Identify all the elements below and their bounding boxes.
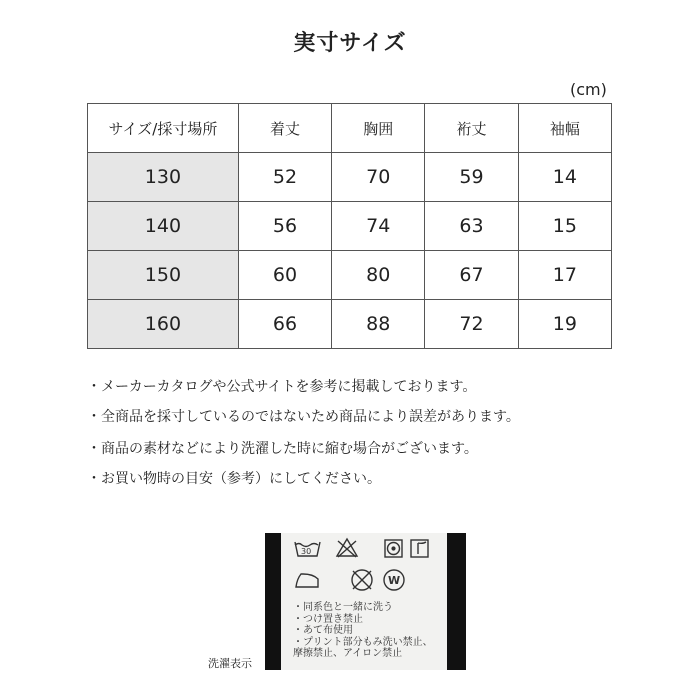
header-chest: 胸囲 <box>332 104 425 153</box>
header-size: サイズ/採寸場所 <box>88 104 239 153</box>
sleeve-length-cell: 59 <box>425 153 518 202</box>
chest-cell: 74 <box>332 202 425 251</box>
chest-cell: 70 <box>332 153 425 202</box>
sleeve-length-cell: 63 <box>425 202 518 251</box>
care-line: ・あて布使用 <box>293 625 353 636</box>
table-row <box>88 153 612 202</box>
care-line: 摩擦禁止、アイロン禁止 <box>293 648 403 659</box>
page-title: 実寸サイズ <box>293 31 407 56</box>
chest-cell: 80 <box>332 251 425 300</box>
care-label-caption: 洗濯表示 <box>208 657 252 670</box>
care-instructions <box>293 602 433 660</box>
size-table <box>87 103 612 349</box>
size-cell: 130 <box>88 153 239 202</box>
note-item: ・お買い物時の目安（参考）にしてください。 <box>87 471 381 487</box>
care-line: ・同系色と一緒に洗う <box>293 602 393 613</box>
tumble-dry-icon <box>385 540 402 557</box>
length-cell: 60 <box>238 251 331 300</box>
note-item: ・全商品を採寸しているのではないため商品により誤差があります。 <box>87 409 520 425</box>
wet-clean-icon <box>384 570 404 590</box>
table-header-row <box>88 104 612 153</box>
length-cell: 66 <box>238 300 331 349</box>
sleeve-width-cell: 17 <box>518 251 611 300</box>
wet-clean-letter: W <box>388 574 401 587</box>
table-row <box>88 300 612 349</box>
care-label-fabric <box>281 533 447 670</box>
no-bleach-icon <box>337 539 357 557</box>
size-cell: 140 <box>88 202 239 251</box>
size-cell: 160 <box>88 300 239 349</box>
sleeve-width-cell: 19 <box>518 300 611 349</box>
hang-dry-icon <box>411 540 428 557</box>
size-cell: 150 <box>88 251 239 300</box>
chest-cell: 88 <box>332 300 425 349</box>
sleeve-length-cell: 67 <box>425 251 518 300</box>
notes-list <box>87 380 520 502</box>
table-row <box>88 251 612 300</box>
wash-temp-text: 30 <box>301 547 312 556</box>
care-label-photo <box>265 533 466 670</box>
sleeve-length-cell: 72 <box>425 300 518 349</box>
sleeve-width-cell: 14 <box>518 153 611 202</box>
care-line: ・プリント部分もみ洗い禁止、 <box>293 636 433 648</box>
care-line: ・つけ置き禁止 <box>293 613 363 625</box>
sleeve-width-cell: 15 <box>518 202 611 251</box>
header-sleeve-length: 裄丈 <box>425 104 518 153</box>
table-row <box>88 202 612 251</box>
header-sleeve-width: 袖幅 <box>518 104 611 153</box>
iron-icon <box>296 574 318 587</box>
length-cell: 56 <box>238 202 331 251</box>
wash-30-icon <box>295 542 320 556</box>
note-item: ・商品の素材などにより洗濯した時に縮む場合がございます。 <box>87 441 478 457</box>
length-cell: 52 <box>238 153 331 202</box>
header-length: 着丈 <box>238 104 331 153</box>
care-icons <box>281 533 447 603</box>
note-item: ・メーカーカタログや公式サイトを参考に掲載しております。 <box>87 379 477 395</box>
unit-label: (cm) <box>570 80 607 99</box>
no-dry-clean-icon <box>352 570 372 590</box>
